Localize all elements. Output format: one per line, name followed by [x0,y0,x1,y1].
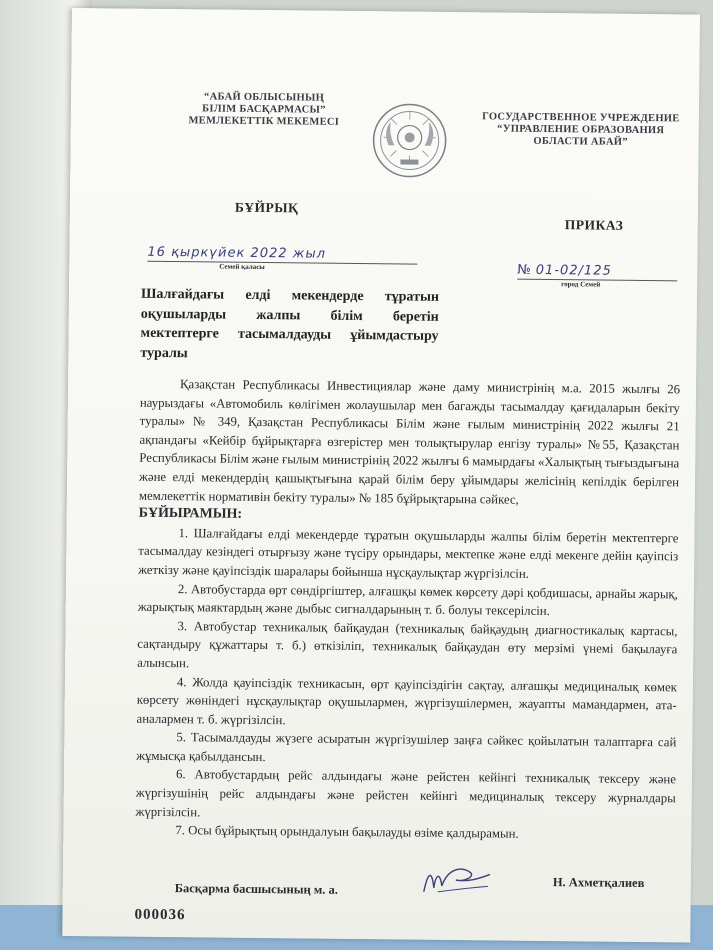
header-left-line: МЕМЛЕКЕТТІК МЕКЕМЕСІ [188,115,340,128]
order-item: 7. Осы бұйрықтың орындалуын бақылауды өзіме қалдырамын. [175,823,519,841]
date-line [147,243,417,265]
order-word: БҰЙЫРАМЫН: [138,505,243,522]
header-left-line: БІЛІМ БАСҚАРМАСЫ” [202,103,326,116]
order-item: 1. Шалғайдағы елді мекендерде тұратын оқушыларды жалпы білім беретін мектептерге тасымалдау кезіндегі отырғызу және түсіру орындары, мектепке және елді мекенге дейін қауіпсіз жеткізу және қауіпсіздік шаралары бойынша нұсқаулықтар жүргізілсін. [138,525,679,581]
number-prefix: № [517,262,532,278]
date-handwritten: 16 қыркүйек 2022 жыл [147,244,327,262]
title-kz: БҰЙРЫҚ [234,199,299,216]
preamble-paragraph: Қазақстан Республикасы Инвестициялар және даму министрінің м.а. 2015 жылғы 26 наурыздағы «Автомобиль көлігімен жолаушылар мен багажды тасымалдау қағидаларын бекіту туралы» № 349, Қазақстан Республикасы Білім және ғылым министрінің 2022 жылғы 21 ақпандағы «Кейбір бұйрықтарға өзгерістер мен толықтырулар енгізу туралы» №55, Қазақстан Республикасы Білім және ғылым министрінің 2022 жылғы 6 мамырдағы «Халықтың тығыздығына және елді мекендердің қашықтығына қарай білім беру ұйымдары желісінің кепілдік берілген мемлекеттік нормативін бекіту туралы» № 185 бұйрықтарына сәйкес, [138,377,681,507]
subject-title: Шалғайдағы елді мекендерде тұратын оқушыларды жалпы білім беретін мектептерге тасымалдауды ұйымдастыру туралы [140,286,440,361]
document-page [62,8,700,943]
header-right-line: ГОСУДАРСТВЕННОЕ УЧРЕЖДЕНИЕ [482,111,680,125]
order-item: 2. Автобустарда өрт сөндіргіштер, алғашқы көмек көрсету дәрі қобдишасы, арнайы жарық, жарықтық маяктардың және дыбыс сигналдарының т. б. болуы тексерілсін. [137,581,678,619]
body [135,375,680,845]
header-left [179,91,349,129]
city-ru: город Семей [561,280,601,289]
order-item: 6. Автобустардың рейс алдындағы және рейстен кейінгі техникалық тексеру және жүргізушінің рейс алдындағы және рейстен кейінгі медициналық тексеру журналдары жүргізілсін. [135,767,677,820]
handwritten-signature-icon [418,862,498,903]
number-handwritten: 01-02/125 [535,262,612,279]
order-item: 3. Автобустар техникалық байқаудан (техникалық байқаудың диагностикалық картасы, сақтандыру құжаттары т. б.) өткізіліп, техникалық байқаудан өту мерзімі үнемі бақылауға алынсын. [137,618,678,671]
header-right [476,111,686,149]
city-kz: Семей қаласы [219,262,265,272]
header-left-line: “АБАЙ ОБЛЫСЫНЫҢ [204,91,325,104]
number-line [517,261,677,282]
header-right-line: ОБЛАСТИ АБАЙ” [533,135,628,148]
signatory-name: Н. Ахметқалиев [552,875,645,891]
state-emblem-icon [370,101,449,180]
header-right-line: “УПРАВЛЕНИЕ ОБРАЗОВАНИЯ [497,123,665,137]
order-item: 5. Тасымалдауды жүзеге асыратын жүргізушілер заңға сәйкес қойылатын талаптарға сай жұмысқа қабылдансын. [136,730,677,764]
order-item: 4. Жолда қауіпсіздік техникасын, өрт қауіпсіздігін сақтау, алғашқы медициналық көмек көрсету жөніндегі нұсқаулықтар оқушылармен, жүргізушілермен, жауапты мамандармен, ата-аналармен т. б. жүргізілсін. [136,674,677,727]
title-ru: ПРИКАЗ [564,217,624,233]
document-serial-number: 000036 [134,906,186,924]
signatory-position: Басқарма басшысының м. а. [174,881,339,897]
